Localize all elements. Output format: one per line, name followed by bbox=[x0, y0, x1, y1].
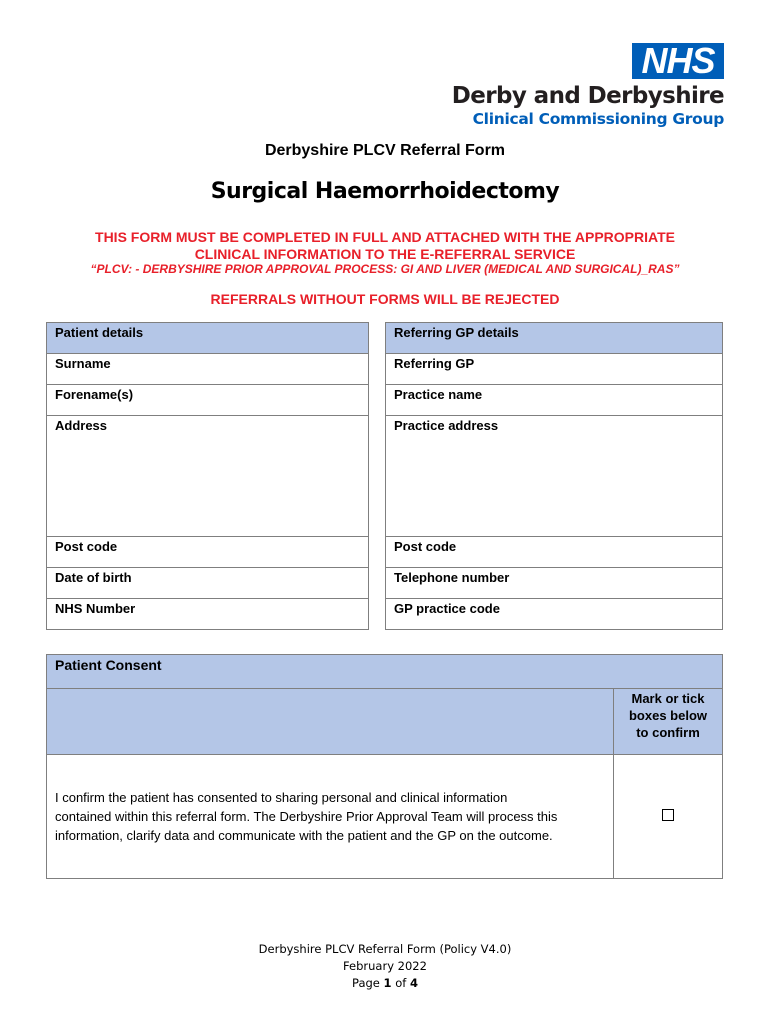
rejection-notice: REFERRALS WITHOUT FORMS WILL BE REJECTED bbox=[210, 291, 560, 307]
page-total: 4 bbox=[409, 976, 418, 990]
forenames-field[interactable]: Forename(s) bbox=[47, 385, 369, 416]
consent-checkbox[interactable] bbox=[662, 809, 674, 821]
warning-line-2: CLINICAL INFORMATION TO THE E-REFERRAL SERVICE bbox=[194, 246, 576, 262]
telephone-number-field[interactable]: Telephone number bbox=[386, 568, 723, 599]
footer-date: February 2022 bbox=[343, 959, 427, 973]
post-code-field[interactable]: Post code bbox=[47, 537, 369, 568]
gp-details-heading: Referring GP details bbox=[386, 323, 723, 354]
gp-details-table bbox=[385, 322, 723, 630]
footer-policy: Derbyshire PLCV Referral Form (Policy V4.0) bbox=[258, 942, 512, 956]
gp-post-code-field[interactable]: Post code bbox=[386, 537, 723, 568]
form-title: Derbyshire PLCV Referral Form bbox=[264, 142, 506, 159]
patient-consent-heading: Patient Consent bbox=[47, 655, 723, 689]
practice-address-field[interactable]: Practice address bbox=[386, 416, 723, 537]
nhs-number-field[interactable]: NHS Number bbox=[47, 599, 369, 630]
date-of-birth-field[interactable]: Date of birth bbox=[47, 568, 369, 599]
consent-line-1: I confirm the patient has consented to sharing personal and clinical information bbox=[55, 790, 508, 805]
mark-line-1: Mark or tick bbox=[631, 691, 705, 706]
practice-name-field[interactable]: Practice name bbox=[386, 385, 723, 416]
patient-consent-table bbox=[46, 654, 723, 879]
surname-field[interactable]: Surname bbox=[47, 354, 369, 385]
consent-statement bbox=[47, 755, 614, 879]
page-of: of bbox=[391, 976, 410, 990]
footer-page-number bbox=[0, 975, 770, 991]
gp-practice-code-field[interactable]: GP practice code bbox=[386, 599, 723, 630]
referring-gp-field[interactable]: Referring GP bbox=[386, 354, 723, 385]
mark-or-tick-instruction bbox=[614, 689, 723, 755]
org-subtitle: Clinical Commissioning Group bbox=[472, 110, 724, 128]
nhs-logo: NHS bbox=[632, 43, 724, 79]
address-field[interactable]: Address bbox=[47, 416, 369, 537]
patient-details-heading: Patient details bbox=[47, 323, 369, 354]
procedure-title: Surgical Haemorrhoidectomy bbox=[210, 179, 560, 204]
consent-header-blank bbox=[47, 689, 614, 755]
warning-line-1: THIS FORM MUST BE COMPLETED IN FULL AND ATTACHED WITH THE APPROPRIATE bbox=[95, 229, 675, 245]
process-note: “PLCV: - DERBYSHIRE PRIOR APPROVAL PROCESS: GI AND LIVER (MEDICAL AND SURGICAL)_RAS” bbox=[90, 262, 680, 276]
page-prefix: Page bbox=[352, 976, 384, 990]
consent-line-2: contained within this referral form. The Derbyshire Prior Approval Team will process this bbox=[55, 809, 558, 824]
mark-line-3: to confirm bbox=[636, 725, 700, 740]
completion-warning bbox=[40, 229, 730, 263]
page-current: 1 bbox=[383, 976, 392, 990]
patient-details-table bbox=[46, 322, 369, 630]
consent-checkbox-cell bbox=[614, 755, 723, 879]
org-name: Derby and Derbyshire bbox=[451, 83, 724, 109]
mark-line-2: boxes below bbox=[628, 708, 708, 723]
consent-line-3: information, clarify data and communicate with the patient and the GP on the outcome. bbox=[55, 828, 553, 843]
